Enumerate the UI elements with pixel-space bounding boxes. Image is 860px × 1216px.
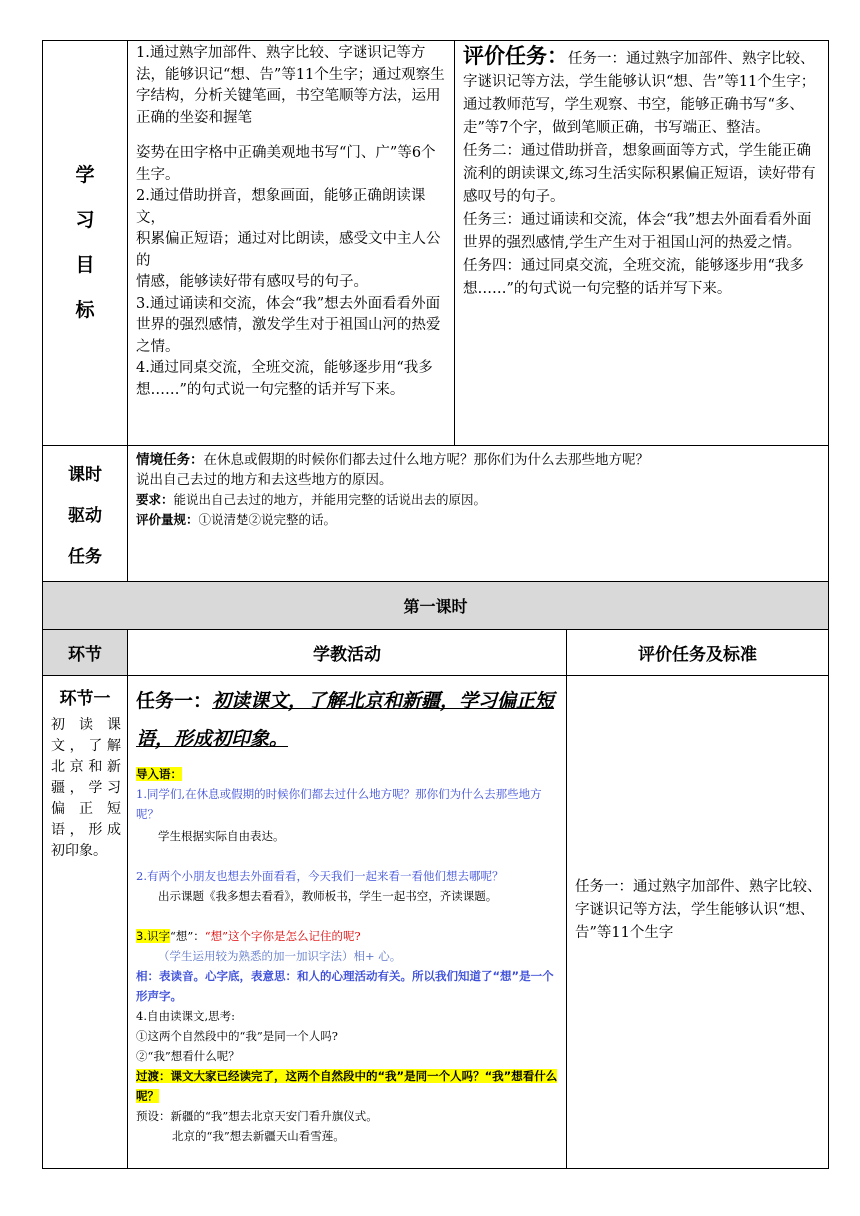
- goal-line-6: 3.通过诵读和交流，体会“我”想去外面看看外面世界的强烈感情，激发学生对于祖国山河的热爱之情。: [136, 295, 441, 355]
- lesson-plan-table: [42, 40, 829, 1169]
- intro-label: 导入语：: [136, 767, 182, 781]
- goal-line-5: 情感，能够读好带有感叹号的句子。: [136, 274, 368, 290]
- segment-1-desc-2: 文，了解: [51, 738, 121, 754]
- lesson-title: 第一课时: [43, 582, 829, 630]
- drive-label-line-2: 驱动: [68, 506, 102, 526]
- goal-label-char-4: 标: [75, 299, 95, 321]
- lesson-title-row: [43, 582, 829, 630]
- requirement: [136, 490, 820, 510]
- learning-goals-row: [43, 41, 829, 446]
- preset-2: 北京的“我”想去新疆天山看雪莲。: [172, 1129, 345, 1143]
- header-segment: 环节: [43, 630, 128, 676]
- intro-line: [136, 764, 560, 784]
- question-2-note: 出示课题《我多想去看看》，教师板书，学生一起书空，齐读课题。: [158, 889, 498, 903]
- question-3-note-2: 相：表读音。心字底，表意思：和人的心理活动有关。所以我们知道了“想”是一个形声字。: [136, 969, 554, 1003]
- goal-label-char-2: 习: [75, 209, 95, 231]
- requirement-label: 要求：: [136, 492, 174, 507]
- question-4-b: ②“我”想看什么呢？: [136, 1049, 240, 1063]
- driving-task-label: [43, 446, 128, 582]
- question-4: 4.自由读课文,思考:: [136, 1009, 236, 1023]
- scenario-text: 在休息或假期的时候你们都去过什么地方呢？那你们为什么去那些地方呢？: [203, 452, 649, 468]
- eval-title: 评价任务：: [463, 44, 568, 68]
- learning-goals-content: [128, 41, 455, 446]
- segment-1-desc-3: 北京和新: [51, 759, 121, 775]
- drive-label-line-1: 课时: [68, 465, 102, 485]
- header-criteria: 评价任务及标准: [567, 630, 829, 676]
- segment-1-desc-5: 偏正短: [51, 801, 121, 817]
- scenario-text-2: 说出自己去过的地方和去这些地方的原因。: [136, 472, 393, 488]
- question-3-char: “想”：: [169, 929, 205, 943]
- transition-text: 过渡：课文大家已经读完了，这两个自然段中的“我”是同一个人吗？“我”想看什么呢？: [136, 1069, 558, 1103]
- goal-line-2: 姿势在田字格中正确美观地书写“门、广”等6个生字。: [136, 145, 436, 183]
- eval-task-4: 任务四：通过同桌交流，全班交流，能够逐步用“我多想……”的句式说一句完整的话并写下来。: [463, 258, 804, 297]
- question-4-a: ①这两个自然段中的“我”是同一个人吗?: [136, 1029, 338, 1043]
- driving-task-content: [128, 446, 829, 582]
- task-1-label: 任务一：: [136, 690, 213, 712]
- segment-1-row: [43, 676, 829, 1169]
- goal-line-3: 2.通过借助拼音，想象画面，能够正确朗读课文，: [136, 188, 426, 226]
- criteria-task-1: 任务一：通过熟字加部件、熟字比较、字谜识记等方法，学生能够认识“想、告”等11个生字: [575, 879, 822, 941]
- task-1-heading: [136, 682, 560, 758]
- segment-1-desc-6: 语，形成: [51, 822, 121, 838]
- question-3-question: “想”这个字你是怎么记住的呢?: [204, 929, 361, 943]
- question-3-num: 3.识字: [136, 929, 170, 943]
- goal-label-char-3: 目: [75, 254, 95, 276]
- eval-task-1-text: 任务一：通过熟字加部件、熟字比较、字谜识记等方法，学生能够认识“想、告”等11个生字；通过教师范写，学生观察、书空，能够正确书写“多、走”等7个字，做到笔顺正确，书写端正、整洁。: [463, 51, 816, 136]
- goal-line-1: 1.通过熟字加部件、熟字比较、字谜识记等方法，能够识记“想、告”等11个生字；通过观察生字结构，分析关键笔画，书空笔顺等方法，运用正确的坐姿和握笔: [136, 45, 445, 126]
- goal-line-4: 积累偏正短语；通过对比朗读，感受文中主人公的: [136, 231, 441, 269]
- requirement-text: 能说出自己去过的地方，并能用完整的话说出去的原因。: [173, 492, 487, 507]
- rubric-text: ①说清楚②说完整的话。: [198, 512, 337, 527]
- question-3-note-1: （学生运用较为熟悉的加一加识字法）相+ 心。: [158, 949, 402, 963]
- segment-1-activities: [128, 676, 567, 1169]
- segment-1-desc-7: 初印象。: [51, 843, 107, 859]
- eval-task-3: 任务三：通过诵读和交流，体会“我”想去外面看看外面世界的强烈感情,学生产生对于祖国山河的热爱之情。: [463, 212, 812, 251]
- question-2: 2.有两个小朋友也想去外面看看，今天我们一起来看一看他们想去哪呢？: [136, 869, 504, 883]
- header-activities: 学教活动: [128, 630, 567, 676]
- segment-1-desc-1: 初读课: [51, 717, 121, 733]
- segment-1-desc-4: 疆，学习: [51, 780, 121, 796]
- scenario-label: 情境任务：: [136, 452, 204, 468]
- driving-task-row: [43, 446, 829, 582]
- eval-task-1: [463, 45, 822, 140]
- question-1: 1.同学们,在休息或假期的时候你们都去过什么地方呢？那你们为什么去那些地方呢？: [136, 787, 542, 821]
- evaluation-tasks-content: [455, 41, 829, 446]
- learning-goals-label: [43, 41, 128, 446]
- drive-label-line-3: 任务: [68, 547, 102, 567]
- scenario-task: [136, 450, 820, 470]
- rubric-label: 评价量规：: [136, 512, 199, 527]
- lesson-plan-page: [42, 40, 828, 1169]
- eval-task-2: 任务二：通过借助拼音，想象画面等方式，学生能正确流利的朗读课文,练习生活实际积累偏正短语，读好带有感叹号的句子。: [463, 143, 816, 205]
- segment-1-criteria: [567, 676, 829, 1169]
- goal-label-char-1: 学: [75, 164, 95, 186]
- rubric: [136, 510, 820, 530]
- segment-1-title: 环节一: [59, 689, 111, 709]
- transition-line: [136, 1066, 560, 1106]
- question-3: [136, 926, 560, 946]
- question-1-note: 学生根据实际自由表达。: [158, 829, 285, 843]
- task-1-text: 初读课文，了解北京和新疆，学习偏正短语，形成初印象。: [136, 690, 555, 750]
- goal-line-7: 4.通过同桌交流，全班交流，能够逐步用“我多想……”的句式说一句完整的话并写下来。: [136, 360, 433, 398]
- preset-1: 预设：新疆的“我”想去北京天安门看升旗仪式。: [136, 1109, 378, 1123]
- table-header-row: [43, 630, 829, 676]
- segment-1-label: [43, 676, 128, 1169]
